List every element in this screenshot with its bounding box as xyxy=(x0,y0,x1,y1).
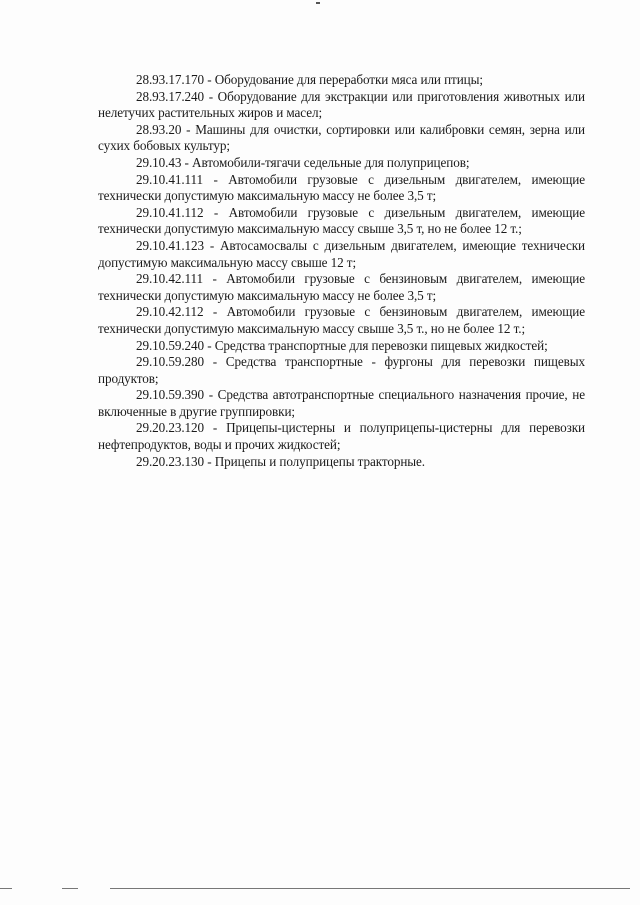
list-item: 29.10.43 - Автомобили-тягачи седельные для полуприцепов; xyxy=(136,154,470,170)
list-item: 29.10.59.240 - Средства транспортные для перевозки пищевых жидкостей; xyxy=(136,337,548,353)
list-item: 28.93.17.240 - Оборудование для экстракции или приготовления животных или нелетучих растительных жиров и масел; xyxy=(98,88,585,121)
scan-dash xyxy=(62,888,78,889)
scan-dash xyxy=(110,888,630,889)
list-item: 29.10.59.280 - Средства транспортные - фургоны для перевозки пищевых продуктов; xyxy=(98,354,585,386)
list-item: 29.10.59.390 - Средства автотранспортные специального назначения прочие, не включенные в другие группировки; xyxy=(98,387,585,419)
list-item: 29.10.41.112 - Автомобили грузовые с дизельным двигателем, имеющие технически допустимую максимальную массу свыше 3,5 т, но не более 12 т.; xyxy=(98,204,585,237)
scan-dash xyxy=(0,888,12,889)
scan-mark xyxy=(316,2,320,4)
document-body xyxy=(98,72,585,470)
scan-edge-artifact xyxy=(0,888,640,894)
list-item: 29.20.23.130 - Прицепы и полуприцепы тракторные. xyxy=(136,453,426,469)
list-item: 29.10.42.112 - Автомобили грузовые с бензиновым двигателем, имеющие технически допустимую максимальную массу свыше 3,5 т., но не более 12 т.; xyxy=(98,304,585,336)
list-item: 28.93.20 - Машины для очистки, сортировки или калибровки семян, зерна или сухих бобовых культур; xyxy=(98,121,585,154)
list-item: 29.10.41.111 - Автомобили грузовые с дизельным двигателем, имеющие технически допустимую максимальную массу не более 3,5 т; xyxy=(98,171,585,204)
list-item: 29.10.42.111 - Автомобили грузовые с бензиновым двигателем, имеющие технически допустимую максимальную массу не более 3,5 т; xyxy=(98,271,585,303)
list-item: 29.10.41.123 - Автосамосвалы с дизельным двигателем, имеющие технически допустимую максимальную массу свыше 12 т; xyxy=(98,237,585,270)
list-item: 29.20.23.120 - Прицепы-цистерны и полуприцепы-цистерны для перевозки нефтепродуктов, воды и прочих жидкостей; xyxy=(98,420,585,453)
list-item: 28.93.17.170 - Оборудование для переработки мяса или птицы; xyxy=(136,72,483,87)
